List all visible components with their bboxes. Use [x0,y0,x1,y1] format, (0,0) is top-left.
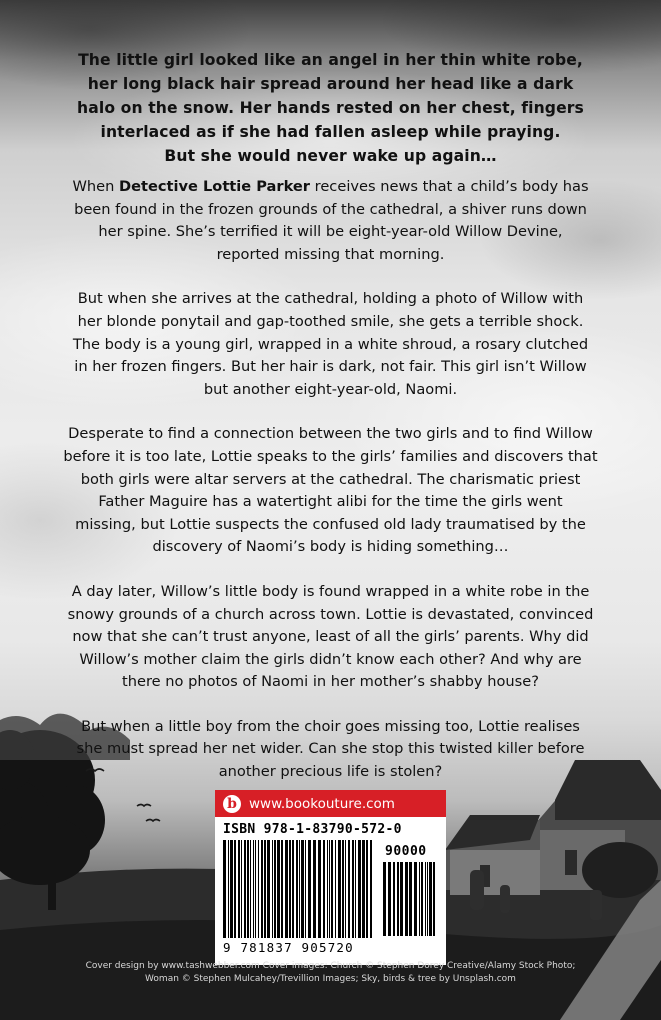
paragraph-line: another precious life is stolen? [218,763,443,781]
paragraph-2 [58,288,603,401]
bookouture-logo-icon: b [223,795,241,813]
publisher-url-bar[interactable] [215,790,446,817]
paragraph-line [58,176,603,199]
paragraph-line: The body is a young girl, wrapped in a white shroud, a rosary clutched [72,335,589,353]
paragraph-line: now that she can’t trust anyone, least of all the girls’ parents. Why did [72,628,589,646]
barcode-icon [223,840,373,938]
paragraph-line: missing, but Lottie suspects the confused old lady traumatised by the [75,515,586,533]
paragraph-5 [58,716,603,784]
isbn-text: ISBN 978-1-83790-572-0 [223,822,402,837]
paragraph-line: in her frozen fingers. But her hair is dark, not fair. This girl isn’t Willow [74,358,587,376]
paragraph-line: Desperate to find a connection between the two girls and to find Willow [68,425,593,443]
paragraph-line: But when she arrives at the cathedral, holding a photo of Willow with [77,290,584,308]
paragraph-line: her blonde ponytail and gap-toothed smile, she gets a terrible shock. [77,312,584,330]
paragraph-line: discovery of Naomi’s body is hiding something… [152,538,509,556]
credits-line: Woman © Stephen Mulcahey/Trevillion Images; Sky, birds & tree by Unsplash.com [145,974,516,984]
hook-line: But she would never wake up again… [164,147,497,165]
paragraph-4 [58,581,603,694]
barcode-block [215,790,446,965]
blurb [58,48,603,806]
paragraph-line: she must spread her net wider. Can she stop this twisted killer before [76,740,585,758]
first-line-rest: receives news that a child’s body has [310,178,589,195]
price-barcode-icon [383,862,439,936]
hook-line: halo on the snow. Her hands rested on her chest, fingers [77,99,584,117]
paragraph-line: reported missing that morning. [216,245,445,263]
paragraph-line: both girls were altar servers at the cathedral. The charismatic priest [80,470,581,488]
hook-text [58,48,603,168]
publisher-url[interactable]: www.bookouture.com [249,795,395,812]
lead-text: When [72,178,119,195]
paragraph-line: But when a little boy from the choir goes missing too, Lottie realises [81,717,580,735]
paragraph-line: A day later, Willow’s little body is found wrapped in a white robe in the [71,582,590,600]
credits-line: Cover design by www.tashwebber.com Cover images: Church © Stephen Dorey Creative/Alamy Stock Photo; [85,961,576,971]
paragraph-line: before it is too late, Lottie speaks to the girls’ families and discovers that [63,447,598,465]
detective-name: Detective Lottie Parker [118,178,311,195]
paragraph-line: Father Maguire has a watertight alibi for the time the girls went [98,493,563,511]
paragraph-line: her spine. She’s terrified it will be eight-year-old Willow Devine, [98,223,563,241]
hook-line: interlaced as if she had fallen asleep while praying. [100,123,561,141]
paragraph-line: but another eight-year-old, Naomi. [203,380,458,398]
paragraph-line: been found in the frozen grounds of the cathedral, a shiver runs down [74,200,587,218]
paragraph-1 [58,176,603,266]
hook-line: The little girl looked like an angel in her thin white robe, [78,51,583,69]
paragraph-line: Willow’s mother claim the girls didn’t know each other? And why are [79,650,582,668]
hook-line: her long black hair spread around her head like a dark [87,75,574,93]
paragraph-3 [58,423,603,559]
price-code: 90000 [385,844,427,859]
cover-credits [0,960,661,986]
ean-digits: 9 781837 905720 [223,940,354,955]
paragraph-line: snowy grounds of a church across town. Lottie is devastated, convinced [67,605,594,623]
paragraph-line: there no photos of Naomi in her mother’s shabby house? [122,673,539,691]
